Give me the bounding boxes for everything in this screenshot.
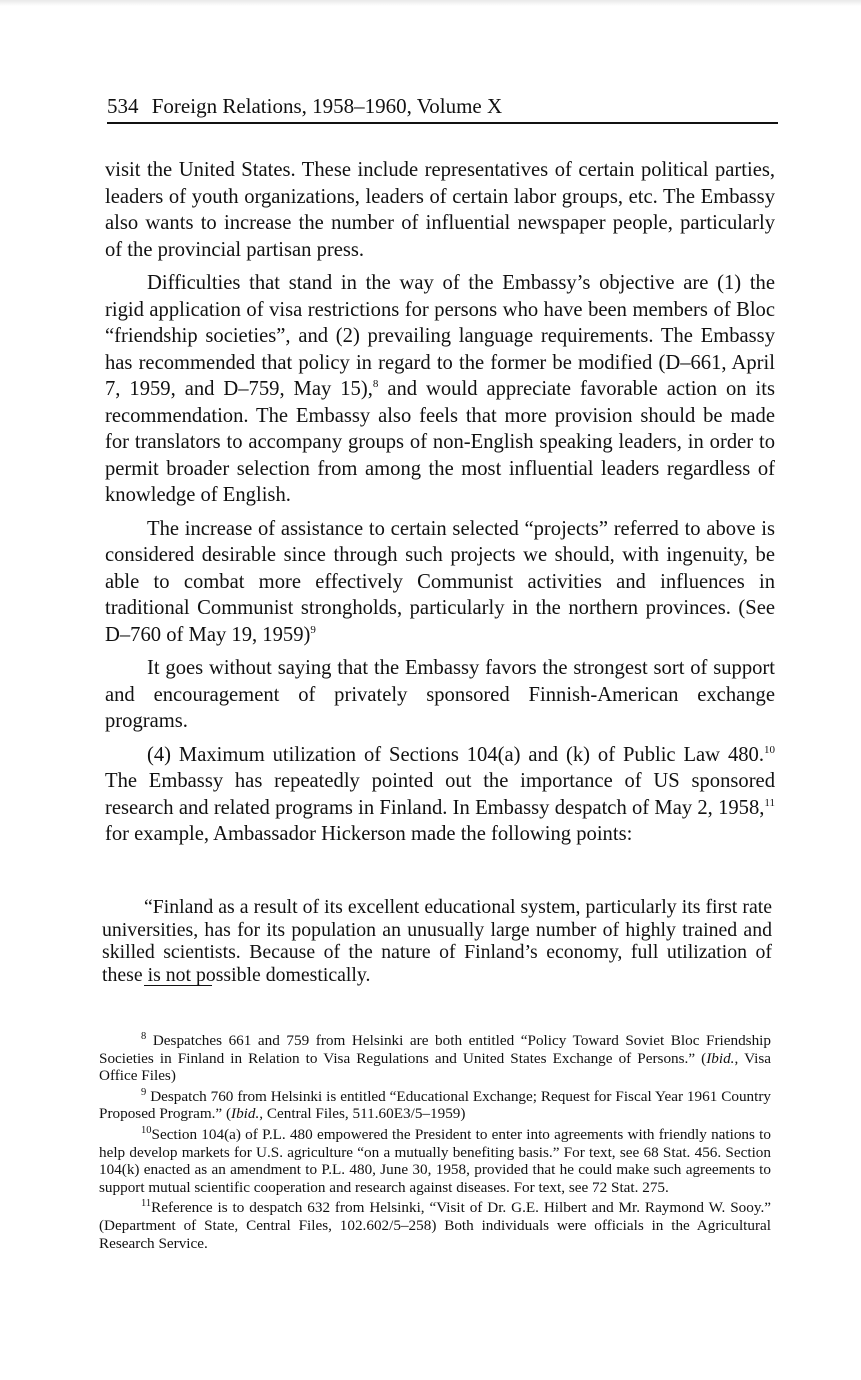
paragraph-4	[105, 655, 775, 735]
main-text	[105, 157, 775, 855]
quote-text: “Finland as a result of its excellent educational system, particularly its first rate universities, has for its population an unusually large number of highly trained and skilled scientists. Because of the nature of Finland’s economy, full utilization of these is not possible domestically.	[102, 896, 772, 986]
footnote-ref-9[interactable]: 9	[310, 623, 316, 636]
footnote-ibid: Ibid.	[231, 1105, 260, 1123]
paragraph-2	[105, 270, 775, 509]
footnote-number: 8	[141, 1030, 147, 1042]
page-number: 534	[107, 94, 139, 118]
scan-edge	[0, 0, 861, 6]
footnote-text: Reference is to despatch 632 from Helsinki, “Visit of Dr. G.E. Hilbert and Mr. Raymond W. Sooy.” (Department of State, Central Files, 102.602/5–258) Both individuals were officials in the Agricultural Research Service.	[99, 1199, 771, 1252]
paragraph-5-text-c: for example, Ambassador Hickerson made the following points:	[105, 823, 633, 845]
paragraph-2-text-a: Difficulties that stand in the way of the Embassy’s objective are (1) the rigid application of visa restrictions for persons who have been members of Bloc “friendship societies”, and (2) prevailing language requirements. The Embassy has recommended that policy in regard to the former be modified (D–661, April 7, 1959, and D–759, May 15),	[105, 272, 775, 400]
volume-title: Foreign Relations, 1958–1960, Volume X	[151, 94, 503, 118]
paragraph-5-text-b: The Embassy has repeatedly pointed out the importance of US sponsored research and related programs in Finland. In Embassy despatch of May 2, 1958,	[105, 770, 775, 819]
footnote-text: Despatch 760 from Helsinki is entitled “Educational Exchange; Request for Fiscal Year 1961 Country Proposed Program.” (	[99, 1087, 772, 1123]
footnote-ref-11[interactable]: 11	[764, 796, 775, 809]
footnotes	[99, 1032, 771, 1255]
footnote-text: , Central Files, 511.60E3/5–1959)	[259, 1105, 466, 1123]
footnote-text: Section 104(a) of P.L. 480 empowered the President to enter into agreements with friendly nations to help develop markets for U.S. agriculture “on a mutually benefiting basis.” For text, see 68 Stat. 456. Section 104(k) enacted as an amendment to P.L. 480, June 30, 1958, provided that he could make such agreements to support mutual scientific cooperation and research against diseases. For text, see 72 Stat. 275.	[99, 1125, 771, 1196]
footnote-9	[99, 1088, 771, 1123]
paragraph-1	[105, 157, 775, 263]
paragraph-3-text: The increase of assistance to certain selected “projects” referred to above is considered desirable since through such projects we should, with ingenuity, be able to combat more effectively Communist activities and influences in traditional Communist strongholds, particularly in the northern provinces. (See D–760 of May 19, 1959)	[105, 517, 775, 646]
footnote-8	[99, 1032, 771, 1085]
footnote-ibid: Ibid.	[706, 1049, 735, 1067]
paragraph-3	[105, 516, 775, 649]
paragraph-2-text-b: and would appreciate favorable action on its recommendation. The Embassy also feels that more provision should be made for translators to accompany groups of non-English speaking leaders, in order to permit broader selection from among the most influential leaders regardless of knowledge of English.	[105, 378, 775, 506]
footnote-ref-10[interactable]: 10	[764, 743, 775, 756]
paragraph-4-text: It goes without saying that the Embassy favors the strongest sort of support and encouragement of privately sponsored Finnish-American exchange programs.	[105, 657, 775, 732]
footnote-number: 9	[141, 1086, 147, 1098]
footnote-ref-8[interactable]: 8	[372, 378, 379, 391]
paragraph-5	[105, 742, 775, 848]
footnote-11	[99, 1199, 771, 1252]
block-quote	[102, 896, 772, 986]
paragraph-1-text: visit the United States. These include representatives of certain political parties, leaders of youth organizations, leaders of certain labor groups, etc. The Embassy also wants to increase the number of influential newspaper people, particularly of the provincial partisan press.	[105, 159, 775, 261]
footnote-text: , Visa Office Files)	[99, 1049, 772, 1085]
footnote-text: Despatches 661 and 759 from Helsinki are both entitled “Policy Toward Soviet Bloc Friendship Societies in Finland in Relation to Visa Regulations and United States Exchange of Persons.” (	[99, 1032, 771, 1067]
footnote-number: 10	[141, 1124, 152, 1136]
header-rule	[107, 122, 778, 124]
footnote-rule	[144, 985, 212, 986]
footnote-number: 11	[141, 1198, 152, 1210]
running-header	[107, 92, 777, 122]
paragraph-5-text-a: (4) Maximum utilization of Sections 104(a) and (k) of Public Law 480.	[147, 743, 764, 766]
footnote-10	[99, 1126, 771, 1196]
